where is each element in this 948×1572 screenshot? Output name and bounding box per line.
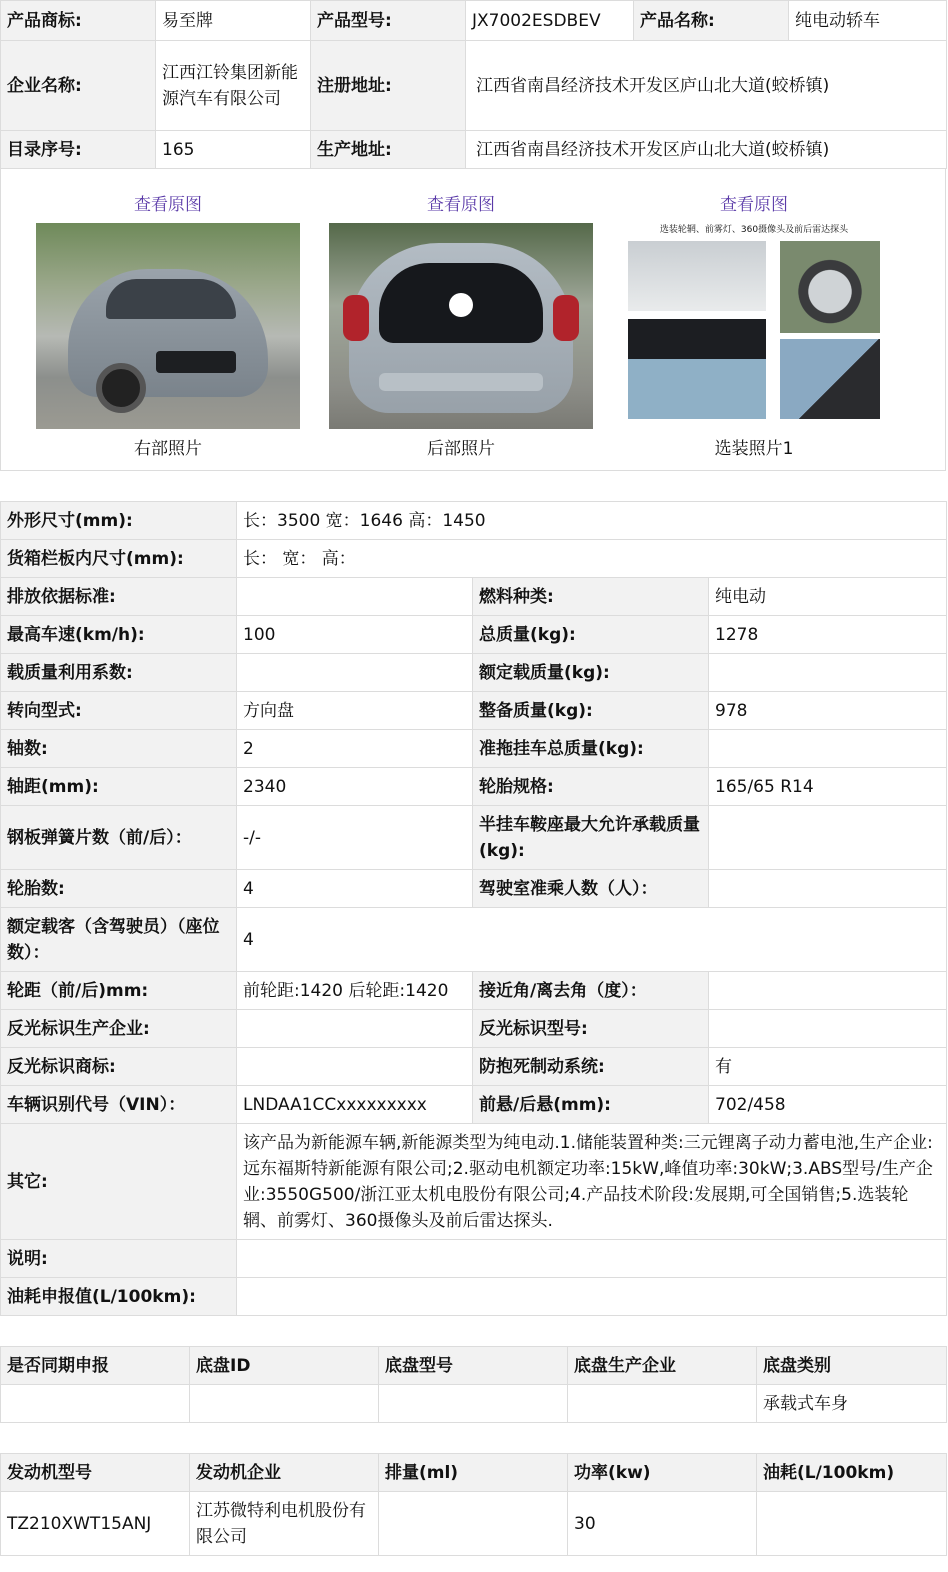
view-original-link[interactable]: 查看原图 — [427, 195, 495, 215]
wheelbase-label: 轴距(mm): — [1, 768, 237, 806]
photo-caption: 选装照片1 — [714, 439, 794, 459]
chassis-header: 底盘型号 — [379, 1347, 568, 1385]
engine-header: 发动机型号 — [1, 1454, 190, 1492]
track-value: 前轮距:1420 后轮距:1420 — [237, 972, 473, 1010]
model-label: 产品型号: — [311, 1, 466, 41]
spec-table — [0, 501, 947, 1316]
seats-value: 4 — [237, 908, 947, 972]
photo-rear — [329, 191, 593, 469]
photo-caption: 后部照片 — [427, 439, 495, 459]
reg-addr-label: 注册地址: — [311, 41, 466, 131]
photo-gallery — [0, 169, 946, 471]
other-label: 其它: — [1, 1124, 237, 1240]
brand-label: 产品商标: — [1, 1, 156, 41]
refl-model-value — [709, 1010, 947, 1048]
abs-value: 有 — [709, 1048, 947, 1086]
abs-label: 防抱死制动系统: — [473, 1048, 709, 1086]
product-name-value: 纯电动轿车 — [789, 1, 947, 41]
tires-value: 4 — [237, 870, 473, 908]
emission-label: 排放依据标准: — [1, 578, 237, 616]
engine-cell — [379, 1492, 568, 1556]
steer-value: 方向盘 — [237, 692, 473, 730]
track-label: 轮距（前/后)mm: — [1, 972, 237, 1010]
curb-value: 978 — [709, 692, 947, 730]
chassis-cell — [190, 1385, 379, 1423]
prod-addr-label: 生产地址: — [311, 131, 466, 169]
view-original-link[interactable]: 查看原图 — [134, 195, 202, 215]
spring-value: -/- — [237, 806, 473, 870]
cargo-value: 长： 宽： 高： — [237, 540, 947, 578]
saddle-label: 半挂车鞍座最大允许承载质量(kg): — [473, 806, 709, 870]
prod-addr-value: 江西省南昌经济技术开发区庐山北大道(蛟桥镇) — [466, 131, 947, 169]
refl-brand-value — [237, 1048, 473, 1086]
speed-value: 100 — [237, 616, 473, 654]
emission-value — [237, 578, 473, 616]
option-photo-title: 选装轮辋、前雾灯、360摄像头及前后雷达探头 — [659, 225, 849, 235]
model-value: JX7002ESDBEV — [466, 1, 634, 41]
photo-option — [622, 191, 886, 469]
saddle-value — [709, 806, 947, 870]
spring-label: 钢板弹簧片数（前/后）： — [1, 806, 237, 870]
chassis-cell — [379, 1385, 568, 1423]
refl-co-label: 反光标识生产企业: — [1, 1010, 237, 1048]
cab-label: 驾驶室准乘人数（人）： — [473, 870, 709, 908]
dim-label: 外形尺寸(mm): — [1, 502, 237, 540]
load-coef-label: 载质量利用系数: — [1, 654, 237, 692]
product-name-label: 产品名称: — [634, 1, 789, 41]
fuel-label: 燃料种类: — [473, 578, 709, 616]
total-mass-value: 1278 — [709, 616, 947, 654]
wheelbase-value: 2340 — [237, 768, 473, 806]
brand-value: 易至牌 — [156, 1, 311, 41]
engine-header: 功率(kw) — [568, 1454, 757, 1492]
note-value — [237, 1240, 947, 1278]
curb-label: 整备质量(kg): — [473, 692, 709, 730]
rated-load-label: 额定载质量(kg): — [473, 654, 709, 692]
chassis-table — [0, 1346, 947, 1423]
engine-header: 发动机企业 — [190, 1454, 379, 1492]
engine-header: 油耗(L/100km) — [757, 1454, 947, 1492]
photo-right — [36, 191, 300, 469]
speed-label: 最高车速(km/h): — [1, 616, 237, 654]
right-side-photo[interactable] — [36, 223, 300, 429]
engine-header: 排量(ml) — [379, 1454, 568, 1492]
option-photo[interactable] — [622, 223, 886, 429]
engine-cell: TZ210XWT15ANJ — [1, 1492, 190, 1556]
overhang-value: 702/458 — [709, 1086, 947, 1124]
note-label: 说明: — [1, 1240, 237, 1278]
tire-label: 轮胎规格: — [473, 768, 709, 806]
other-value: 该产品为新能源车辆,新能源类型为纯电动.1.储能装置种类:三元锂离子动力蓄电池,生产企业:远东福斯特新能源有限公司;2.驱动电机额定功率:15kW,峰值功率:30kW;3.ABS型号/生产企业:3550G500/浙江亚太机电股份有限公司;4.产品技术阶段:发展期,可全国销售;5.选装轮辋、前雾灯、360摄像头及前后雷达探头. — [237, 1124, 947, 1240]
tires-label: 轮胎数: — [1, 870, 237, 908]
steer-label: 转向型式: — [1, 692, 237, 730]
engine-cell: 30 — [568, 1492, 757, 1556]
total-mass-label: 总质量(kg): — [473, 616, 709, 654]
axles-value: 2 — [237, 730, 473, 768]
cab-value — [709, 870, 947, 908]
refl-model-label: 反光标识型号: — [473, 1010, 709, 1048]
trailer-label: 准拖挂车总质量(kg): — [473, 730, 709, 768]
company-value: 江西江铃集团新能源汽车有限公司 — [156, 41, 311, 131]
refl-co-value — [237, 1010, 473, 1048]
view-original-link[interactable]: 查看原图 — [720, 195, 788, 215]
rear-photo[interactable] — [329, 223, 593, 429]
chassis-header: 底盘类别 — [757, 1347, 947, 1385]
axles-label: 轴数: — [1, 730, 237, 768]
engine-cell — [757, 1492, 947, 1556]
seats-label: 额定载客（含驾驶员）（座位数）： — [1, 908, 237, 972]
angle-value — [709, 972, 947, 1010]
reg-addr-value: 江西省南昌经济技术开发区庐山北大道(蛟桥镇) — [466, 41, 947, 131]
engine-table — [0, 1453, 947, 1556]
photo-caption: 右部照片 — [134, 439, 202, 459]
chassis-header: 是否同期申报 — [1, 1347, 190, 1385]
rated-load-value — [709, 654, 947, 692]
angle-label: 接近角/离去角（度）： — [473, 972, 709, 1010]
dim-value: 长：3500 宽：1646 高：1450 — [237, 502, 947, 540]
overhang-label: 前悬/后悬(mm): — [473, 1086, 709, 1124]
trailer-value — [709, 730, 947, 768]
chassis-header: 底盘生产企业 — [568, 1347, 757, 1385]
vin-value: LNDAA1CCxxxxxxxxx — [237, 1086, 473, 1124]
company-label: 企业名称: — [1, 41, 156, 131]
fuel-value: 纯电动 — [709, 578, 947, 616]
refl-brand-label: 反光标识商标: — [1, 1048, 237, 1086]
chassis-cell — [568, 1385, 757, 1423]
chassis-header: 底盘ID — [190, 1347, 379, 1385]
engine-cell: 江苏微特利电机股份有限公司 — [190, 1492, 379, 1556]
cargo-label: 货箱栏板内尺寸(mm): — [1, 540, 237, 578]
vin-label: 车辆识别代号（VIN）： — [1, 1086, 237, 1124]
chassis-cell: 承载式车身 — [757, 1385, 947, 1423]
tire-value: 165/65 R14 — [709, 768, 947, 806]
catalog-value: 165 — [156, 131, 311, 169]
header-table — [0, 0, 947, 169]
consumption-label: 油耗申报值(L/100km): — [1, 1278, 237, 1316]
catalog-label: 目录序号: — [1, 131, 156, 169]
load-coef-value — [237, 654, 473, 692]
consumption-value — [237, 1278, 947, 1316]
chassis-cell — [1, 1385, 190, 1423]
